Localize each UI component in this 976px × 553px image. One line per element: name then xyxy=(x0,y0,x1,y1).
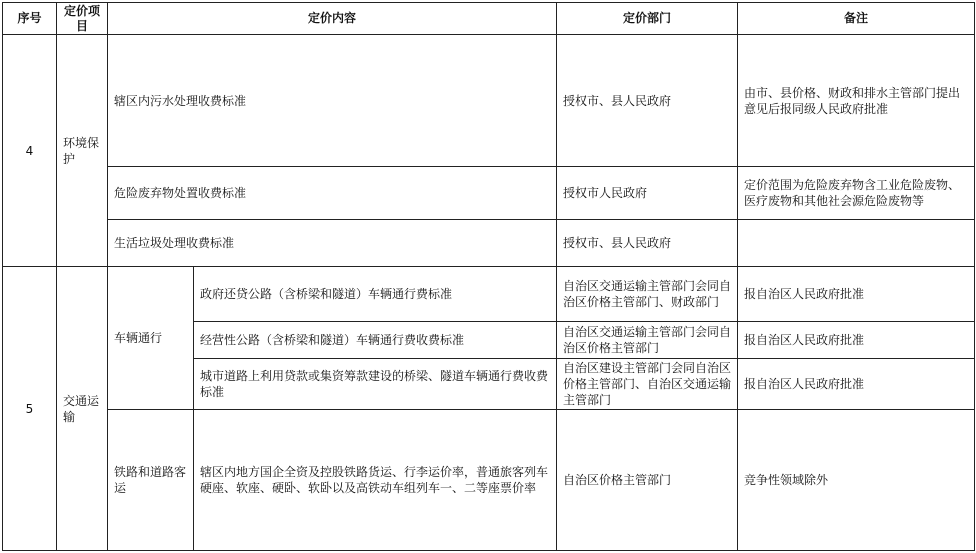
table-row xyxy=(3,35,975,167)
remark-cell: 定价范围为危险废弃物含工业危险废物、医疗废物和其他社会源危险废物等 xyxy=(738,167,975,220)
seq-cell: 4 xyxy=(3,35,57,267)
dept-cell: 授权市、县人民政府 xyxy=(557,35,738,167)
item-cell: 环境保护 xyxy=(57,35,108,267)
item-cell: 交通运输 xyxy=(57,267,108,551)
content-cell: 城市道路上利用贷款或集资筹款建设的桥梁、隧道车辆通行费收费标准 xyxy=(194,359,557,410)
remark-cell xyxy=(738,220,975,267)
pricing-catalog-table xyxy=(2,2,975,551)
remark-cell: 报自治区人民政府批准 xyxy=(738,359,975,410)
content-cell: 辖区内地方国企全资及控股铁路货运、行李运价率，普通旅客列车硬座、软座、硬卧、软卧以及高铁动车组列车一、二等座票价率 xyxy=(194,410,557,551)
table-row xyxy=(3,167,975,220)
dept-cell: 自治区建设主管部门会同自治区价格主管部门、自治区交通运输主管部门 xyxy=(557,359,738,410)
remark-cell: 竞争性领域除外 xyxy=(738,410,975,551)
dept-cell: 授权市人民政府 xyxy=(557,167,738,220)
subitem-cell: 车辆通行 xyxy=(108,267,194,410)
content-cell: 经营性公路（含桥梁和隧道）车辆通行费收费标准 xyxy=(194,322,557,359)
table-row xyxy=(3,220,975,267)
dept-cell: 自治区交通运输主管部门会同自治区价格主管部门、财政部门 xyxy=(557,267,738,322)
remark-cell: 报自治区人民政府批准 xyxy=(738,322,975,359)
dept-cell: 自治区价格主管部门 xyxy=(557,410,738,551)
table-row xyxy=(3,267,975,322)
content-cell: 危险废弃物处置收费标准 xyxy=(108,167,557,220)
subitem-cell: 铁路和道路客运 xyxy=(108,410,194,551)
header-seq: 序号 xyxy=(3,3,57,35)
content-cell: 辖区内污水处理收费标准 xyxy=(108,35,557,167)
remark-cell: 报自治区人民政府批准 xyxy=(738,267,975,322)
seq-cell: 5 xyxy=(3,267,57,551)
header-item: 定价项目 xyxy=(57,3,108,35)
content-cell: 政府还贷公路（含桥梁和隧道）车辆通行费标准 xyxy=(194,267,557,322)
header-row xyxy=(3,3,975,35)
header-dept: 定价部门 xyxy=(557,3,738,35)
dept-cell: 授权市、县人民政府 xyxy=(557,220,738,267)
dept-cell: 自治区交通运输主管部门会同自治区价格主管部门 xyxy=(557,322,738,359)
content-cell: 生活垃圾处理收费标准 xyxy=(108,220,557,267)
header-remark: 备注 xyxy=(738,3,975,35)
header-content: 定价内容 xyxy=(108,3,557,35)
table-row xyxy=(3,410,975,551)
remark-cell: 由市、县价格、财政和排水主管部门提出意见后报同级人民政府批准 xyxy=(738,35,975,167)
